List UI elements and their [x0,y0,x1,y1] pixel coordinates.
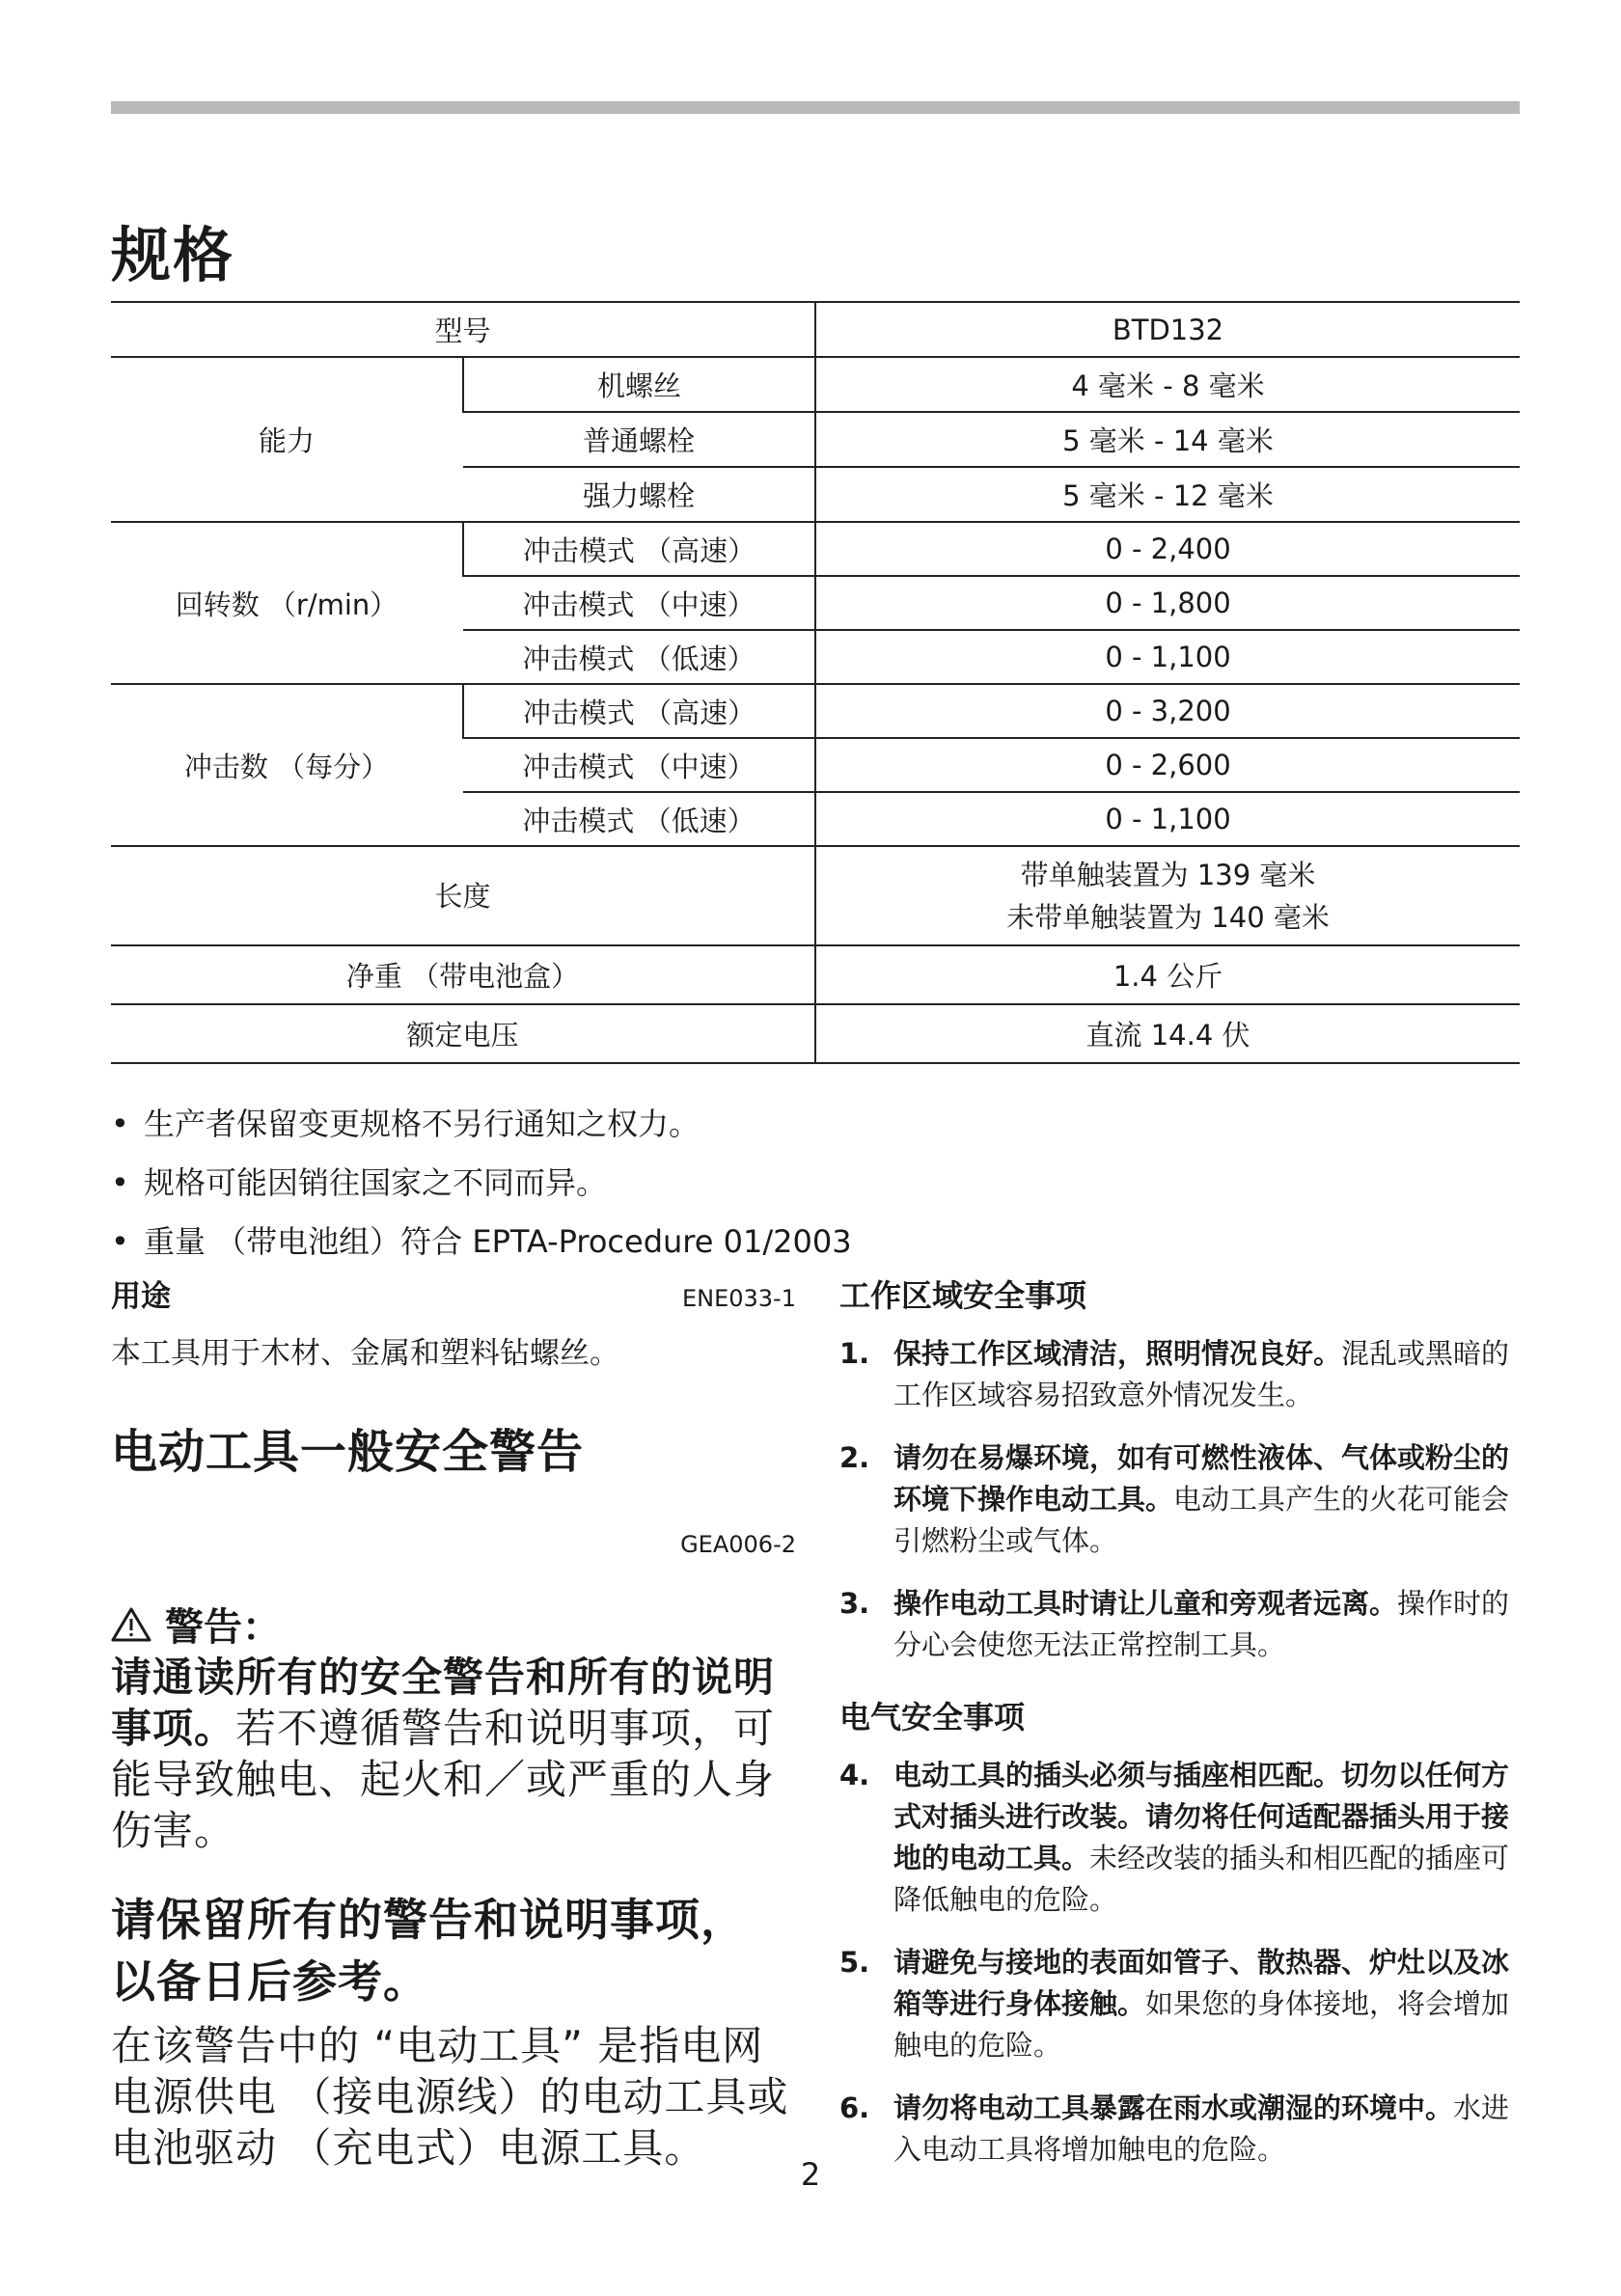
list-item [839,1755,1520,1921]
model-label: 型号 [111,302,815,357]
table-row [111,1004,1520,1063]
spec-notes [111,1095,852,1271]
usage-code: ENE033-1 [681,1285,796,1312]
item-bold: 请勿将电动工具暴露在雨水或潮湿的环境中。 [893,2091,1454,2124]
table-row [111,357,1520,412]
list-item [839,1583,1520,1666]
item-number: 4. [839,1759,870,1791]
item-bold: 请避免与接地的表面如管子、散热器、炉灶以及冰箱等进行身体接触。 [893,1946,1510,2020]
keep-line: 以备日后参考。 [111,1955,428,2008]
impacts-value: 0 - 2,600 [815,738,1520,792]
warning-body [111,1652,796,1856]
item-rest: 未经改装的插头和相匹配的插座可降低触电的危险。 [893,1842,1510,1916]
length-label: 长度 [111,846,815,945]
usage-header [111,1271,796,1315]
model-value: BTD132 [815,302,1520,357]
item-text [893,1583,1520,1666]
item-bold: 操作电动工具时请让儿童和旁观者远离。 [893,1587,1398,1620]
capacity-value: 4 毫米 - 8 毫米 [815,357,1520,412]
note-text: 规格可能因销往国家之不同而异。 [144,1164,608,1201]
table-row [111,684,1520,738]
bullet-icon: • [111,1223,129,1260]
item-text [893,1333,1520,1416]
work-area-title: 工作区域安全事项 [839,1277,1087,1314]
table-row [111,846,1520,945]
rpm-value: 0 - 1,800 [815,576,1520,630]
top-rule [111,101,1520,114]
note-item [111,1213,852,1271]
item-rest: 如果您的身体接地，将会增加触电的危险。 [893,1987,1510,2062]
spec-table [111,301,1520,1064]
note-item [111,1095,852,1154]
table-row [111,302,1520,357]
length-value [815,846,1520,945]
usage-title: 用途 [111,1279,171,1314]
electrical-title: 电气安全事项 [839,1699,1026,1736]
item-text [893,1942,1520,2066]
item-bold: 电动工具的插头必须与插座相匹配。切勿以任何方式对插头进行改装。请勿将任何适配器插头用于接地的电动工具。 [893,1759,1510,1874]
rpm-mode: 冲击模式 （高速） [463,522,815,576]
capacity-name: 普通螺栓 [463,412,815,467]
work-area-list [839,1333,1520,1666]
page-title: 规格 [111,220,235,290]
definition-text: 在该警告中的 “电动工具” 是指电网电源供电 （接电源线）的电动工具或电池驱动 （充电式）电源工具。 [111,2022,789,2172]
rpm-mode: 冲击模式 （低速） [463,630,815,684]
note-text: 重量 （带电池组）符合 EPTA-Procedure 01/2003 [144,1223,852,1260]
impacts-value: 0 - 1,100 [815,792,1520,846]
item-number: 6. [839,2091,870,2124]
bullet-icon: • [111,1164,129,1201]
warning-triangle-icon [111,1607,151,1642]
capacity-value: 5 毫米 - 14 毫米 [815,412,1520,467]
weight-value: 1.4 公斤 [815,945,1520,1004]
item-rest: 操作时的分心会使您无法正常控制工具。 [893,1587,1510,1661]
keep-instructions-title [111,1889,796,2012]
impacts-value: 0 - 3,200 [815,684,1520,738]
length-value-line: 未带单触装置为 140 毫米 [1006,900,1330,934]
capacity-value: 5 毫米 - 12 毫米 [815,467,1520,522]
item-bold: 请勿在易爆环境，如有可燃性液体、气体或粉尘的环境下操作电动工具。 [893,1441,1510,1516]
impacts-mode: 冲击模式 （中速） [463,738,815,792]
weight-label: 净重 （带电池盒） [111,945,815,1004]
item-rest: 混乱或黑暗的工作区域容易招致意外情况发生。 [893,1337,1510,1411]
capacity-label: 能力 [111,357,463,522]
page-number: 2 [800,2156,821,2193]
safety-title: 电动工具一般安全警告 [111,1425,585,1479]
right-column [839,1271,1520,2192]
note-text: 生产者保留变更规格不另行通知之权力。 [144,1106,701,1142]
item-number: 3. [839,1587,870,1620]
warning-label [111,1597,796,1652]
item-number: 5. [839,1946,870,1979]
left-column [111,1271,796,2173]
keep-line: 请保留所有的警告和说明事项， [111,1894,746,1946]
voltage-label: 额定电压 [111,1004,815,1063]
rpm-mode: 冲击模式 （中速） [463,576,815,630]
warning-bold-text: 请通读所有的安全警告和所有的说明事项。 [111,1654,776,1752]
electrical-list [839,1755,1520,2171]
item-number: 1. [839,1337,870,1370]
list-item [839,1437,1520,1562]
impacts-label: 冲击数 （每分） [111,684,463,846]
item-bold: 保持工作区域清洁，照明情况良好。 [893,1337,1342,1370]
rpm-value: 0 - 1,100 [815,630,1520,684]
voltage-value: 直流 14.4 伏 [815,1004,1520,1063]
item-rest: 电动工具产生的火花可能会引燃粉尘或气体。 [893,1483,1510,1557]
capacity-name: 机螺丝 [463,357,815,412]
rpm-value: 0 - 2,400 [815,522,1520,576]
warning-label-text: 警告： [165,1605,281,1650]
impacts-mode: 冲击模式 （高速） [463,684,815,738]
item-text [893,1437,1520,1562]
warning-rest-text: 若不遵循警告和说明事项，可能导致触电、起火和／或严重的人身伤害。 [111,1705,776,1854]
list-item [839,1333,1520,1416]
capacity-name: 强力螺栓 [463,467,815,522]
note-item [111,1154,852,1213]
table-row [111,945,1520,1004]
rpm-label: 回转数 （r/min） [111,522,463,684]
item-rest: 水进入电动工具将增加触电的危险。 [893,2091,1510,2166]
bullet-icon: • [111,1106,129,1142]
table-row [111,522,1520,576]
safety-code: GEA006-2 [680,1531,796,1558]
usage-text: 本工具用于木材、金属和塑料钻螺丝。 [111,1336,619,1371]
item-text [893,1755,1520,1921]
list-item [839,1942,1520,2066]
item-number: 2. [839,1441,870,1474]
length-value-line: 带单触装置为 139 毫米 [1020,858,1316,891]
impacts-mode: 冲击模式 （低速） [463,792,815,846]
